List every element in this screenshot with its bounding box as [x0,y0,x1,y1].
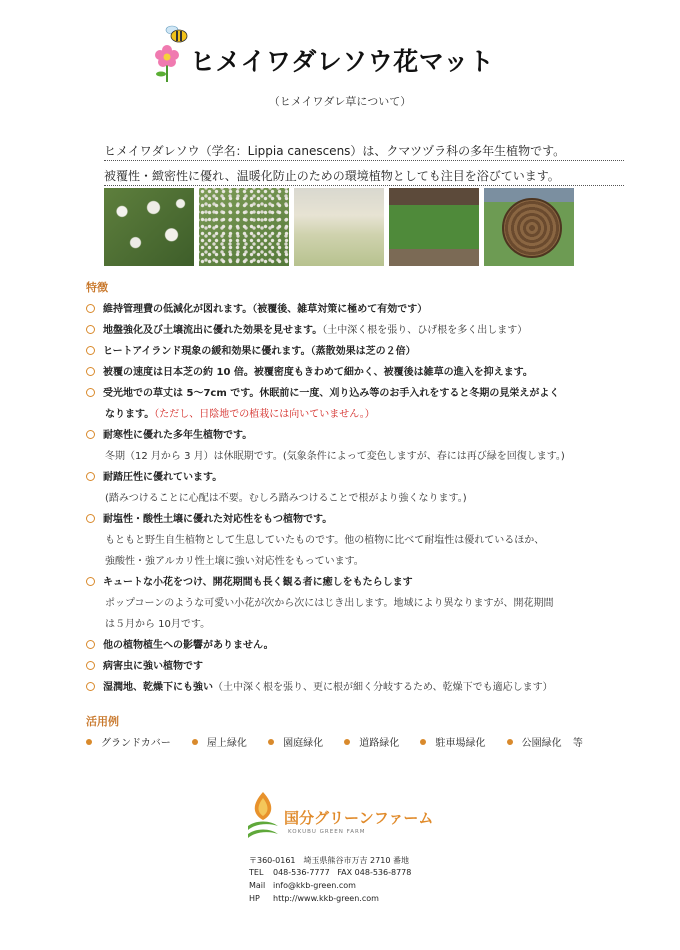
bullet-dot-icon [507,739,513,745]
feature-item [86,363,533,378]
feature-text: 耐寒性に優れた多年生植物です。 [103,430,253,441]
bullet-ring-icon [86,325,95,334]
flower-closeup-photo [104,188,194,266]
feature-item [86,342,416,357]
mat-laying-photo [389,188,479,266]
feature-detail: ポップコーンのような可愛い小花が次から次にはじき出します。地域により異なりますが、開花期間 [105,598,554,609]
company-mail [249,881,356,890]
bullet-ring-icon [86,472,95,481]
use-item: 園庭緑化 [268,738,323,749]
page-title: ヒメイワダレソウ花マット [190,47,495,76]
feature-detail: は５月から 10月です。 [105,619,211,630]
intro-line-2: 被覆性・緻密性に優れ、温暖化防止のための環境植物としても注目を浴びています。 [104,167,624,186]
fax-number: FAX 048-536-8778 [337,868,412,877]
use-item: グランドカバー [86,738,171,749]
company-name-en: KOKUBU GREEN FARM [288,829,366,835]
uses-heading: 活用例 [86,715,119,728]
feature-text: ヒートアイランド現象の緩和効果に優れます。（蒸散効果は芝の２倍） [103,346,416,357]
feature-note: （土中深く根を張り、更に根が細く分岐するため、乾燥下でも適応します） [213,682,553,693]
feature-text: 被覆の速度は日本芝の約 10 倍。被覆密度もきわめて細かく、被覆後は雑草の進入を抑えます。 [103,367,533,378]
feature-item [86,573,413,588]
bullet-ring-icon [86,682,95,691]
company-phone [249,868,411,877]
uses-etc: 等 [572,738,583,749]
warning-note: （ただし、日陰地での植栽には向いていません。） [154,409,375,420]
bullet-ring-icon [86,388,95,397]
feature-item [86,678,553,693]
flower-carpet-photo [199,188,289,266]
planted-field-photo [294,188,384,266]
website-link[interactable]: http://www.kkb-green.com [273,894,379,903]
feature-text: 湿潤地、乾燥下にも強い [103,682,213,693]
uses-list [86,734,583,749]
bullet-dot-icon [420,739,426,745]
rolled-mat-photo [484,188,574,266]
feature-text: キュートな小花をつけ、開花期間も長く観る者に癒しをもたらします [103,577,413,588]
subtitle: （ヒメイワダレ草について） [268,95,412,108]
bullet-dot-icon [86,739,92,745]
title-block [150,26,570,86]
feature-detail: 強酸性・強アルカリ性土壌に強い対応性をもっています。 [105,556,364,567]
bullet-ring-icon [86,661,95,670]
tel-label: TEL [249,868,264,877]
mat-roll [502,198,562,258]
bullet-ring-icon [86,514,95,523]
use-item: 道路緑化 [344,738,399,749]
company-website [249,894,379,903]
hp-label: HP [249,894,260,903]
bullet-dot-icon [268,739,274,745]
tel-number: 048-536-7777 [273,868,330,877]
use-item: 屋上緑化 [192,738,247,749]
photo-strip [104,188,574,266]
use-item: 駐車場緑化 [420,738,485,749]
feature-item [86,636,274,651]
feature-text: 耐塩性・酸性土壌に優れた対応性をもつ植物です。 [103,514,333,525]
feature-text: 他の植物植生への影響がありません。 [103,640,274,651]
flower-icon [150,40,184,84]
bullet-ring-icon [86,304,95,313]
bullet-ring-icon [86,640,95,649]
company-name: 国分グリーンファーム [284,809,434,827]
feature-text: 維持管理費の低減化が図れます。（被覆後、雑草対策に極めて有効です） [103,304,428,315]
features-heading: 特徴 [86,281,108,294]
company-address: 〒360-0161 埼玉県熊谷市万吉 2710 番地 [249,856,409,865]
feature-item [86,384,559,399]
bullet-ring-icon [86,346,95,355]
feature-text: なります。 [105,409,155,420]
feature-item [86,321,527,336]
bullet-dot-icon [344,739,350,745]
feature-item [86,468,222,483]
feature-text: 病害虫に強い植物です [103,661,203,672]
bullet-dot-icon [192,739,198,745]
intro-line-1: ヒメイワダレソウ（学名：Lippia canescens）は、クマツヅラ科の多年生植物です。 [104,142,624,161]
feature-item [86,300,427,315]
feature-detail: (踏みつけることに心配は不要。むしろ踏みつけることで根がより強くなります。) [105,493,467,504]
feature-text: 地盤強化及び土壌流出に優れた効果を見せます。 [103,325,323,336]
bullet-ring-icon [86,430,95,439]
feature-item [86,426,252,441]
feature-item [86,510,332,525]
company-logo-icon [246,790,280,842]
feature-detail: 冬期（12 月から 3 月）は休眠期です。(気象条件によって変色しますが、春には再び緑を回復します。) [105,451,565,462]
mail-label: Mail [249,881,266,890]
bullet-ring-icon [86,577,95,586]
mail-link[interactable]: info@kkb-green.com [273,881,356,890]
bullet-ring-icon [86,367,95,376]
use-item: 公園緑化 [507,738,562,749]
feature-text: 耐踏圧性に優れています。 [103,472,223,483]
feature-continuation [105,405,375,420]
feature-text: 受光地での草丈は 5～7cm です。休眠前に一度、刈り込み等のお手入れをすると冬期の見栄えがよく [103,388,560,399]
feature-detail: もともと野生自生植物として生息していたものです。他の植物に比べて耐塩性は優れているほか、 [105,535,545,546]
feature-note: （土中深く根を張り、ひげ根を多く出します） [322,325,528,336]
feature-item [86,657,203,672]
